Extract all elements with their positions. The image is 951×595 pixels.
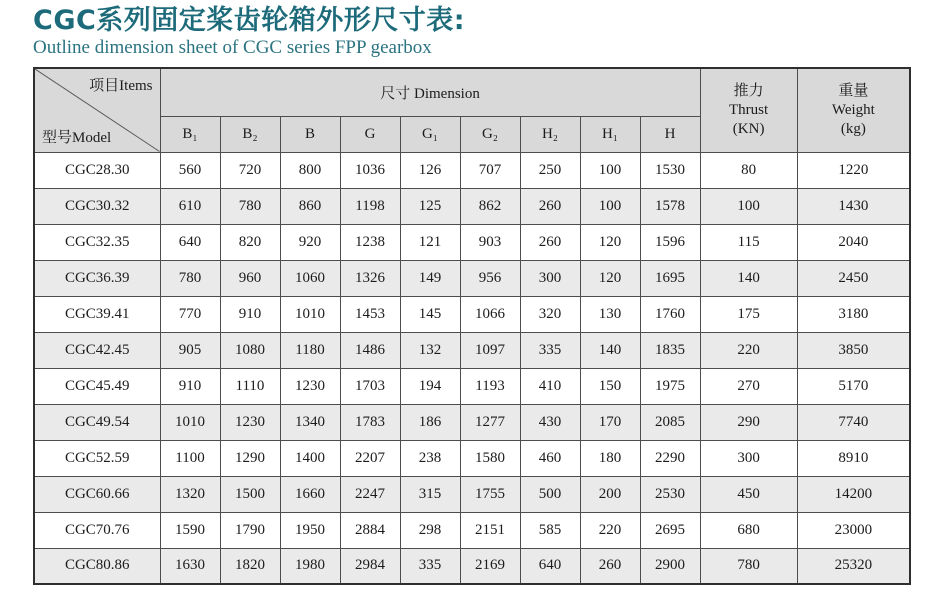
value-cell: 270 bbox=[700, 368, 797, 404]
value-cell: 2530 bbox=[640, 476, 700, 512]
col-header-g1: G₁ bbox=[400, 116, 460, 152]
page-title: CGC系列固定桨齿轮箱外形尺寸表: bbox=[33, 5, 466, 36]
value-cell: 1430 bbox=[797, 188, 910, 224]
thrust-header-en: Thrust bbox=[729, 101, 769, 118]
weight-header-zh: 重量 bbox=[838, 82, 869, 99]
value-cell: 220 bbox=[700, 332, 797, 368]
value-cell: 250 bbox=[520, 152, 580, 188]
value-cell: 800 bbox=[280, 152, 340, 188]
value-cell: 720 bbox=[220, 152, 280, 188]
value-cell: 14200 bbox=[797, 476, 910, 512]
value-cell: 1500 bbox=[220, 476, 280, 512]
value-cell: 3180 bbox=[797, 296, 910, 332]
value-cell: 1230 bbox=[280, 368, 340, 404]
value-cell: 120 bbox=[580, 224, 640, 260]
value-cell: 3850 bbox=[797, 332, 910, 368]
col-header-b1: B₁ bbox=[160, 116, 220, 152]
model-cell: CGC80.86 bbox=[34, 548, 160, 584]
value-cell: 140 bbox=[580, 332, 640, 368]
weight-header-en: Weight bbox=[831, 101, 875, 118]
model-cell: CGC70.76 bbox=[34, 512, 160, 548]
value-cell: 1486 bbox=[340, 332, 400, 368]
value-cell: 120 bbox=[580, 260, 640, 296]
col-header-b: B bbox=[280, 116, 340, 152]
value-cell: 2290 bbox=[640, 440, 700, 476]
value-cell: 1580 bbox=[460, 440, 520, 476]
value-cell: 1326 bbox=[340, 260, 400, 296]
value-cell: 1578 bbox=[640, 188, 700, 224]
col-header-g: G bbox=[340, 116, 400, 152]
value-cell: 125 bbox=[400, 188, 460, 224]
value-cell: 780 bbox=[160, 260, 220, 296]
value-cell: 910 bbox=[220, 296, 280, 332]
value-cell: 956 bbox=[460, 260, 520, 296]
value-cell: 2085 bbox=[640, 404, 700, 440]
value-cell: 460 bbox=[520, 440, 580, 476]
value-cell: 450 bbox=[700, 476, 797, 512]
model-cell: CGC36.39 bbox=[34, 260, 160, 296]
thrust-header-unit: (KN) bbox=[732, 120, 765, 137]
table-header bbox=[34, 68, 910, 152]
corner-items-label: 项目Items bbox=[89, 78, 153, 95]
value-cell: 238 bbox=[400, 440, 460, 476]
value-cell: 1695 bbox=[640, 260, 700, 296]
table-row bbox=[34, 548, 910, 584]
value-cell: 100 bbox=[580, 152, 640, 188]
thrust-header bbox=[700, 68, 797, 152]
table-row bbox=[34, 440, 910, 476]
value-cell: 1400 bbox=[280, 440, 340, 476]
model-cell: CGC45.49 bbox=[34, 368, 160, 404]
value-cell: 2169 bbox=[460, 548, 520, 584]
value-cell: 1230 bbox=[220, 404, 280, 440]
value-cell: 862 bbox=[460, 188, 520, 224]
value-cell: 960 bbox=[220, 260, 280, 296]
value-cell: 610 bbox=[160, 188, 220, 224]
value-cell: 1180 bbox=[280, 332, 340, 368]
value-cell: 7740 bbox=[797, 404, 910, 440]
value-cell: 8910 bbox=[797, 440, 910, 476]
value-cell: 1198 bbox=[340, 188, 400, 224]
value-cell: 132 bbox=[400, 332, 460, 368]
value-cell: 410 bbox=[520, 368, 580, 404]
value-cell: 80 bbox=[700, 152, 797, 188]
value-cell: 335 bbox=[400, 548, 460, 584]
value-cell: 260 bbox=[520, 224, 580, 260]
value-cell: 25320 bbox=[797, 548, 910, 584]
value-cell: 335 bbox=[520, 332, 580, 368]
value-cell: 290 bbox=[700, 404, 797, 440]
value-cell: 1790 bbox=[220, 512, 280, 548]
model-cell: CGC60.66 bbox=[34, 476, 160, 512]
table-row bbox=[34, 476, 910, 512]
value-cell: 180 bbox=[580, 440, 640, 476]
value-cell: 130 bbox=[580, 296, 640, 332]
value-cell: 1220 bbox=[797, 152, 910, 188]
value-cell: 1010 bbox=[280, 296, 340, 332]
value-cell: 920 bbox=[280, 224, 340, 260]
value-cell: 194 bbox=[400, 368, 460, 404]
value-cell: 100 bbox=[580, 188, 640, 224]
value-cell: 1010 bbox=[160, 404, 220, 440]
page-subtitle: Outline dimension sheet of CGC series FPP gearbox bbox=[33, 37, 432, 59]
value-cell: 298 bbox=[400, 512, 460, 548]
value-cell: 2151 bbox=[460, 512, 520, 548]
corner-cell bbox=[34, 68, 160, 152]
value-cell: 1238 bbox=[340, 224, 400, 260]
thrust-header-zh: 推力 bbox=[733, 82, 764, 99]
value-cell: 260 bbox=[580, 548, 640, 584]
value-cell: 860 bbox=[280, 188, 340, 224]
value-cell: 200 bbox=[580, 476, 640, 512]
value-cell: 1950 bbox=[280, 512, 340, 548]
value-cell: 115 bbox=[700, 224, 797, 260]
value-cell: 320 bbox=[520, 296, 580, 332]
value-cell: 300 bbox=[700, 440, 797, 476]
value-cell: 680 bbox=[700, 512, 797, 548]
value-cell: 1660 bbox=[280, 476, 340, 512]
col-header-h1: H₁ bbox=[580, 116, 640, 152]
value-cell: 300 bbox=[520, 260, 580, 296]
value-cell: 1036 bbox=[340, 152, 400, 188]
value-cell: 905 bbox=[160, 332, 220, 368]
value-cell: 1097 bbox=[460, 332, 520, 368]
value-cell: 150 bbox=[580, 368, 640, 404]
weight-header-unit: (kg) bbox=[840, 120, 866, 137]
value-cell: 1760 bbox=[640, 296, 700, 332]
model-cell: CGC52.59 bbox=[34, 440, 160, 476]
value-cell: 2884 bbox=[340, 512, 400, 548]
value-cell: 430 bbox=[520, 404, 580, 440]
value-cell: 1277 bbox=[460, 404, 520, 440]
value-cell: 170 bbox=[580, 404, 640, 440]
value-cell: 640 bbox=[160, 224, 220, 260]
value-cell: 1630 bbox=[160, 548, 220, 584]
table-row bbox=[34, 512, 910, 548]
value-cell: 149 bbox=[400, 260, 460, 296]
value-cell: 500 bbox=[520, 476, 580, 512]
col-header-h: H bbox=[640, 116, 700, 152]
value-cell: 1783 bbox=[340, 404, 400, 440]
table-row bbox=[34, 224, 910, 260]
table-row bbox=[34, 368, 910, 404]
value-cell: 1975 bbox=[640, 368, 700, 404]
value-cell: 315 bbox=[400, 476, 460, 512]
value-cell: 121 bbox=[400, 224, 460, 260]
model-cell: CGC42.45 bbox=[34, 332, 160, 368]
value-cell: 1596 bbox=[640, 224, 700, 260]
value-cell: 2247 bbox=[340, 476, 400, 512]
value-cell: 1453 bbox=[340, 296, 400, 332]
value-cell: 1835 bbox=[640, 332, 700, 368]
value-cell: 2984 bbox=[340, 548, 400, 584]
value-cell: 780 bbox=[700, 548, 797, 584]
value-cell: 1193 bbox=[460, 368, 520, 404]
value-cell: 1530 bbox=[640, 152, 700, 188]
table-row bbox=[34, 404, 910, 440]
value-cell: 126 bbox=[400, 152, 460, 188]
value-cell: 1590 bbox=[160, 512, 220, 548]
value-cell: 1290 bbox=[220, 440, 280, 476]
value-cell: 220 bbox=[580, 512, 640, 548]
value-cell: 1340 bbox=[280, 404, 340, 440]
value-cell: 1060 bbox=[280, 260, 340, 296]
dimension-group-header: 尺寸 Dimension bbox=[160, 68, 700, 116]
value-cell: 2040 bbox=[797, 224, 910, 260]
value-cell: 1755 bbox=[460, 476, 520, 512]
value-cell: 640 bbox=[520, 548, 580, 584]
table-row bbox=[34, 152, 910, 188]
value-cell: 585 bbox=[520, 512, 580, 548]
value-cell: 2695 bbox=[640, 512, 700, 548]
value-cell: 2900 bbox=[640, 548, 700, 584]
model-cell: CGC30.32 bbox=[34, 188, 160, 224]
value-cell: 2450 bbox=[797, 260, 910, 296]
value-cell: 186 bbox=[400, 404, 460, 440]
weight-header bbox=[797, 68, 910, 152]
value-cell: 1110 bbox=[220, 368, 280, 404]
value-cell: 140 bbox=[700, 260, 797, 296]
value-cell: 100 bbox=[700, 188, 797, 224]
value-cell: 1980 bbox=[280, 548, 340, 584]
value-cell: 1066 bbox=[460, 296, 520, 332]
model-cell: CGC49.54 bbox=[34, 404, 160, 440]
dimension-table bbox=[33, 67, 911, 585]
model-cell: CGC28.30 bbox=[34, 152, 160, 188]
value-cell: 2207 bbox=[340, 440, 400, 476]
value-cell: 1100 bbox=[160, 440, 220, 476]
value-cell: 1320 bbox=[160, 476, 220, 512]
value-cell: 770 bbox=[160, 296, 220, 332]
value-cell: 1703 bbox=[340, 368, 400, 404]
table-row bbox=[34, 332, 910, 368]
value-cell: 707 bbox=[460, 152, 520, 188]
table-body bbox=[34, 152, 910, 584]
model-cell: CGC32.35 bbox=[34, 224, 160, 260]
value-cell: 145 bbox=[400, 296, 460, 332]
corner-model-label: 型号Model bbox=[42, 129, 112, 146]
value-cell: 260 bbox=[520, 188, 580, 224]
col-header-h2: H₂ bbox=[520, 116, 580, 152]
value-cell: 910 bbox=[160, 368, 220, 404]
table-row bbox=[34, 260, 910, 296]
model-cell: CGC39.41 bbox=[34, 296, 160, 332]
value-cell: 903 bbox=[460, 224, 520, 260]
col-header-g2: G₂ bbox=[460, 116, 520, 152]
table-row bbox=[34, 296, 910, 332]
table-row bbox=[34, 188, 910, 224]
col-header-b2: B₂ bbox=[220, 116, 280, 152]
value-cell: 23000 bbox=[797, 512, 910, 548]
value-cell: 1080 bbox=[220, 332, 280, 368]
value-cell: 175 bbox=[700, 296, 797, 332]
value-cell: 5170 bbox=[797, 368, 910, 404]
value-cell: 820 bbox=[220, 224, 280, 260]
value-cell: 1820 bbox=[220, 548, 280, 584]
value-cell: 780 bbox=[220, 188, 280, 224]
value-cell: 560 bbox=[160, 152, 220, 188]
